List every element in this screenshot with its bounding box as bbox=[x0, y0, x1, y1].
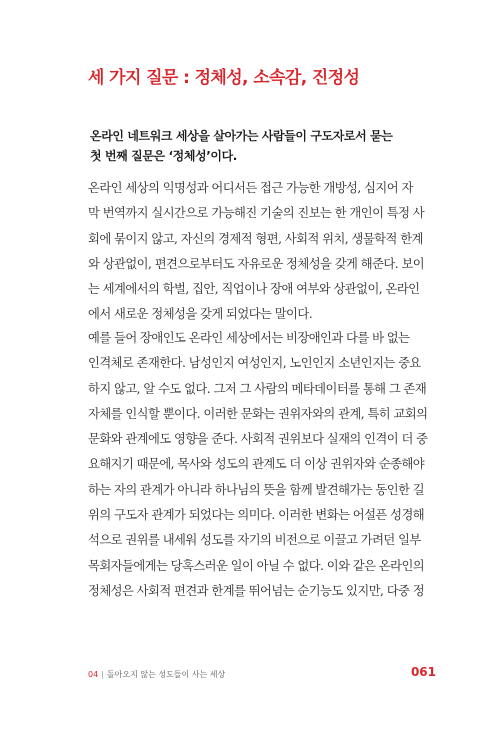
running-footer bbox=[88, 669, 225, 681]
body-line: 에서 새로운 정체성을 갖게 되었다는 말이다. bbox=[88, 307, 313, 322]
lead-paragraph bbox=[90, 126, 460, 166]
body-line: 예를 들어 장애인도 온라인 세상에서는 비장애인과 다를 바 없는 bbox=[88, 331, 410, 345]
page-number: 061 bbox=[410, 665, 436, 679]
body-line: 요해지기 때문에, 목사와 성도의 관계도 더 이상 권위자와 순종해야 bbox=[88, 457, 425, 472]
lead-line: 첫 번째 질문은 ‘정체성’이다. bbox=[90, 149, 237, 163]
chapter-number: 04 bbox=[88, 670, 99, 679]
body-line: 목회자들에게는 당혹스러운 일이 아닐 수 없다. 이와 같은 온라인의 bbox=[88, 558, 425, 573]
body-line: 자체를 인식할 뿐이다. 이러한 문화는 권위자와의 관계, 특히 교회의 bbox=[88, 406, 428, 421]
book-title: 돌아오지 않는 성도들이 사는 세상 bbox=[106, 670, 226, 679]
body-paragraph-1 bbox=[88, 176, 448, 328]
body-line: 회에 묶이지 않고, 자신의 경제적 형편, 사회적 위치, 생물학적 한계 bbox=[88, 231, 423, 246]
body-line: 와 상관없이, 편견으로부터도 자유로운 정체성을 갖게 해준다. 보이 bbox=[88, 256, 425, 271]
body-line: 석으로 권위를 내세워 성도를 자기의 비전으로 이끌고 가려던 일부 bbox=[88, 533, 421, 548]
footer-separator: | bbox=[101, 670, 104, 679]
body-line: 하지 않고, 알 수도 없다. 그저 그 사람의 메타데이터를 통해 그 존재 bbox=[88, 381, 427, 396]
section-title: 세 가지 질문 : 정체성, 소속감, 진정성 bbox=[88, 68, 360, 88]
body-line: 는 세계에서의 학벌, 집안, 직업이나 장애 여부와 상관없이, 온라인 bbox=[88, 282, 420, 297]
body-paragraph-2 bbox=[88, 326, 448, 604]
lead-line: 온라인 네트워크 세상을 살아가는 사람들이 구도자로서 묻는 bbox=[90, 129, 393, 143]
body-line: 위의 구도자 관계가 되었다는 의미다. 이러한 변화는 어설픈 성경해 bbox=[88, 508, 425, 523]
body-line: 막 번역까지 실시간으로 가능해진 기술의 진보는 한 개인이 특정 사 bbox=[88, 206, 425, 221]
body-line: 문화와 관계에도 영향을 준다. 사회적 권위보다 실재의 인격이 더 중 bbox=[88, 432, 428, 447]
body-line: 정체성은 사회적 편견과 한계를 뛰어넘는 순기능도 있지만, 다중 정 bbox=[88, 583, 425, 598]
body-line: 하는 자의 관계가 아니라 하나님의 뜻을 함께 발견해가는 동인한 길 bbox=[88, 482, 425, 497]
body-line: 온라인 세상의 익명성과 어디서든 접근 가능한 개방성, 심지어 자 bbox=[88, 181, 413, 195]
body-line: 인격체로 존재한다. 남성인지 여성인지, 노인인지 소년인지는 중요 bbox=[88, 356, 421, 371]
